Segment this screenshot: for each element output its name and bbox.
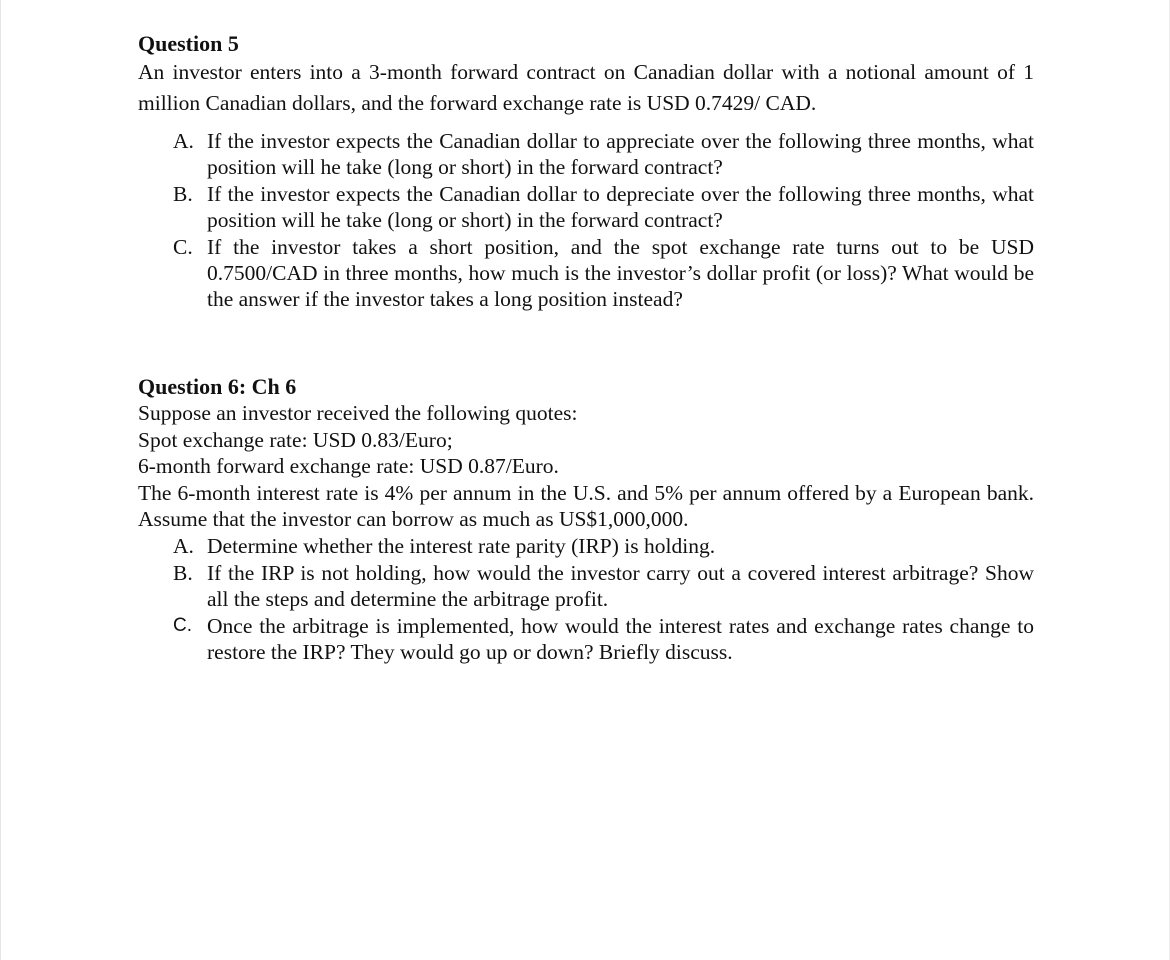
question-5-title: Question 5 <box>138 31 239 56</box>
question-5-section <box>138 30 1034 313</box>
item-marker: B. <box>173 560 193 585</box>
question-5-item-a <box>138 128 1034 180</box>
item-marker: B. <box>173 182 193 206</box>
question-5-subquestions <box>138 128 1034 312</box>
item-text: If the investor takes a short position, and the spot exchange rate turns out to be USD 0.7500/CAD in three months, how much is the investor’s dollar profit (or loss)? What would be the answer if the investor takes a long position instead? <box>207 235 1034 311</box>
item-text: If the IRP is not holding, how would the investor carry out a covered interest arbitrage? Show all the steps and determine the arbitrage profit. <box>207 560 1034 611</box>
question-6-subquestions <box>138 533 1034 665</box>
item-marker: A. <box>173 129 194 153</box>
question-5-item-c <box>138 234 1034 312</box>
question-6-line-2: Spot exchange rate: USD 0.83/Euro; <box>138 427 453 452</box>
question-6-item-a <box>138 533 1034 559</box>
item-marker: C. <box>173 235 193 259</box>
question-6-title: Question 6: Ch 6 <box>138 374 297 399</box>
question-6-item-c <box>138 613 1034 665</box>
question-6-section <box>138 373 1034 666</box>
question-6-item-b <box>138 560 1034 612</box>
item-marker: A. <box>173 533 194 558</box>
question-5-item-b <box>138 181 1034 233</box>
question-6-line-3: 6-month forward exchange rate: USD 0.87/Euro. <box>138 454 559 478</box>
item-text: If the investor expects the Canadian dollar to appreciate over the following three months, what position will he take (long or short) in the forward contract? <box>207 129 1034 179</box>
question-6-line-4: The 6-month interest rate is 4% per annum in the U.S. and 5% per annum offered by a European bank. Assume that the investor can borrow as much as US$1,000,000. <box>138 480 1034 531</box>
question-6-line-1: Suppose an investor received the following quotes: <box>138 401 578 425</box>
question-5-intro: An investor enters into a 3-month forward contract on Canadian dollar with a notional amount of 1 million Canadian dollars, and the forward exchange rate is USD 0.7429/ CAD. <box>138 60 1034 115</box>
item-text: Determine whether the interest rate parity (IRP) is holding. <box>207 533 716 558</box>
item-marker: C. <box>173 614 192 636</box>
item-text: Once the arbitrage is implemented, how would the interest rates and exchange rates change to restore the IRP? They would go up or down? Briefly discuss. <box>207 613 1034 664</box>
item-text: If the investor expects the Canadian dollar to depreciate over the following three months, what position will he take (long or short) in the forward contract? <box>207 182 1034 232</box>
